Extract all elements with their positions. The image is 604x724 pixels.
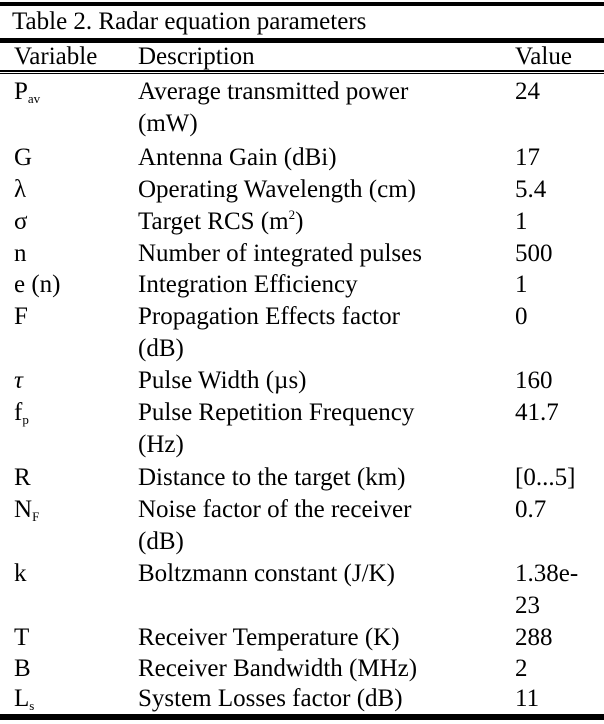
variable-cell: k (14, 560, 27, 587)
variable-cell: $L_s$ (14, 685, 35, 713)
variable-cell: G (14, 144, 33, 171)
variable-cell: λ (14, 176, 27, 203)
description-cell: Boltzmann constant (J/K) (138, 560, 395, 587)
description-cell: Number of integrated pulses (138, 240, 422, 267)
variable-cell: σ (14, 208, 28, 235)
description-cell: Distance to the target (km) (138, 464, 406, 491)
variable-cell: B (14, 655, 31, 682)
header-description: Description (138, 43, 255, 70)
header-rule (0, 70, 604, 72)
description-cell: Integration Efficiency (138, 271, 358, 298)
header-rule-thin (0, 73, 604, 74)
value-cell: 1 (515, 271, 528, 298)
value-cell: 41.7 (515, 399, 559, 426)
value-cell: 5.4 (515, 176, 547, 203)
value-cell: [0...5] (515, 464, 576, 491)
table-caption: Table 2. Radar equation parameters (12, 8, 367, 35)
value-cell: 160 (515, 367, 553, 394)
description-cell: Receiver Temperature (K) (138, 624, 400, 651)
value-cell: 500 (515, 240, 553, 267)
variable-cell: $f_p$ (14, 399, 29, 427)
description-cell: Target RCS $(m^2)$ (138, 207, 304, 235)
description-cell: Propagation Effects factor (dB) (138, 303, 400, 362)
value-cell: 2 (515, 655, 528, 682)
description-cell: Average transmitted power (mW) (138, 78, 409, 137)
description-cell: Receiver Bandwidth (MHz) (138, 655, 418, 682)
value-cell: 24 (515, 78, 540, 105)
description-cell: System Losses factor (dB) (138, 685, 403, 712)
value-cell: 1 (515, 208, 528, 235)
variable-cell: F (14, 303, 28, 330)
header-value: Value (515, 43, 572, 70)
variable-cell: T (14, 624, 30, 651)
value-cell: 17 (515, 144, 540, 171)
variable-cell: R (14, 464, 31, 491)
value-cell: 288 (515, 624, 553, 651)
variable-cell: e (n) (14, 271, 61, 298)
description-cell: Antenna Gain (dBi) (138, 144, 337, 171)
value-cell: 1.38e- 23 (515, 560, 579, 619)
value-cell: 0.7 (515, 496, 547, 523)
table-top-rule (0, 2, 604, 6)
description-cell: Pulse Repetition Frequency (Hz) (138, 399, 415, 458)
description-cell: Pulse Width (µs) (138, 367, 307, 394)
value-cell: 0 (515, 303, 528, 330)
description-cell: Operating Wavelength (cm) (138, 176, 416, 203)
variable-cell: τ (14, 367, 23, 394)
table-bottom-rule (0, 714, 604, 720)
variable-cell: $P_{av}$ (14, 78, 41, 106)
variable-cell: n (14, 240, 27, 267)
header-variable: Variable (14, 43, 98, 70)
variable-cell: $N_F$ (14, 496, 40, 524)
description-cell: Noise factor of the receiver (dB) (138, 496, 412, 555)
value-cell: 11 (515, 685, 540, 712)
